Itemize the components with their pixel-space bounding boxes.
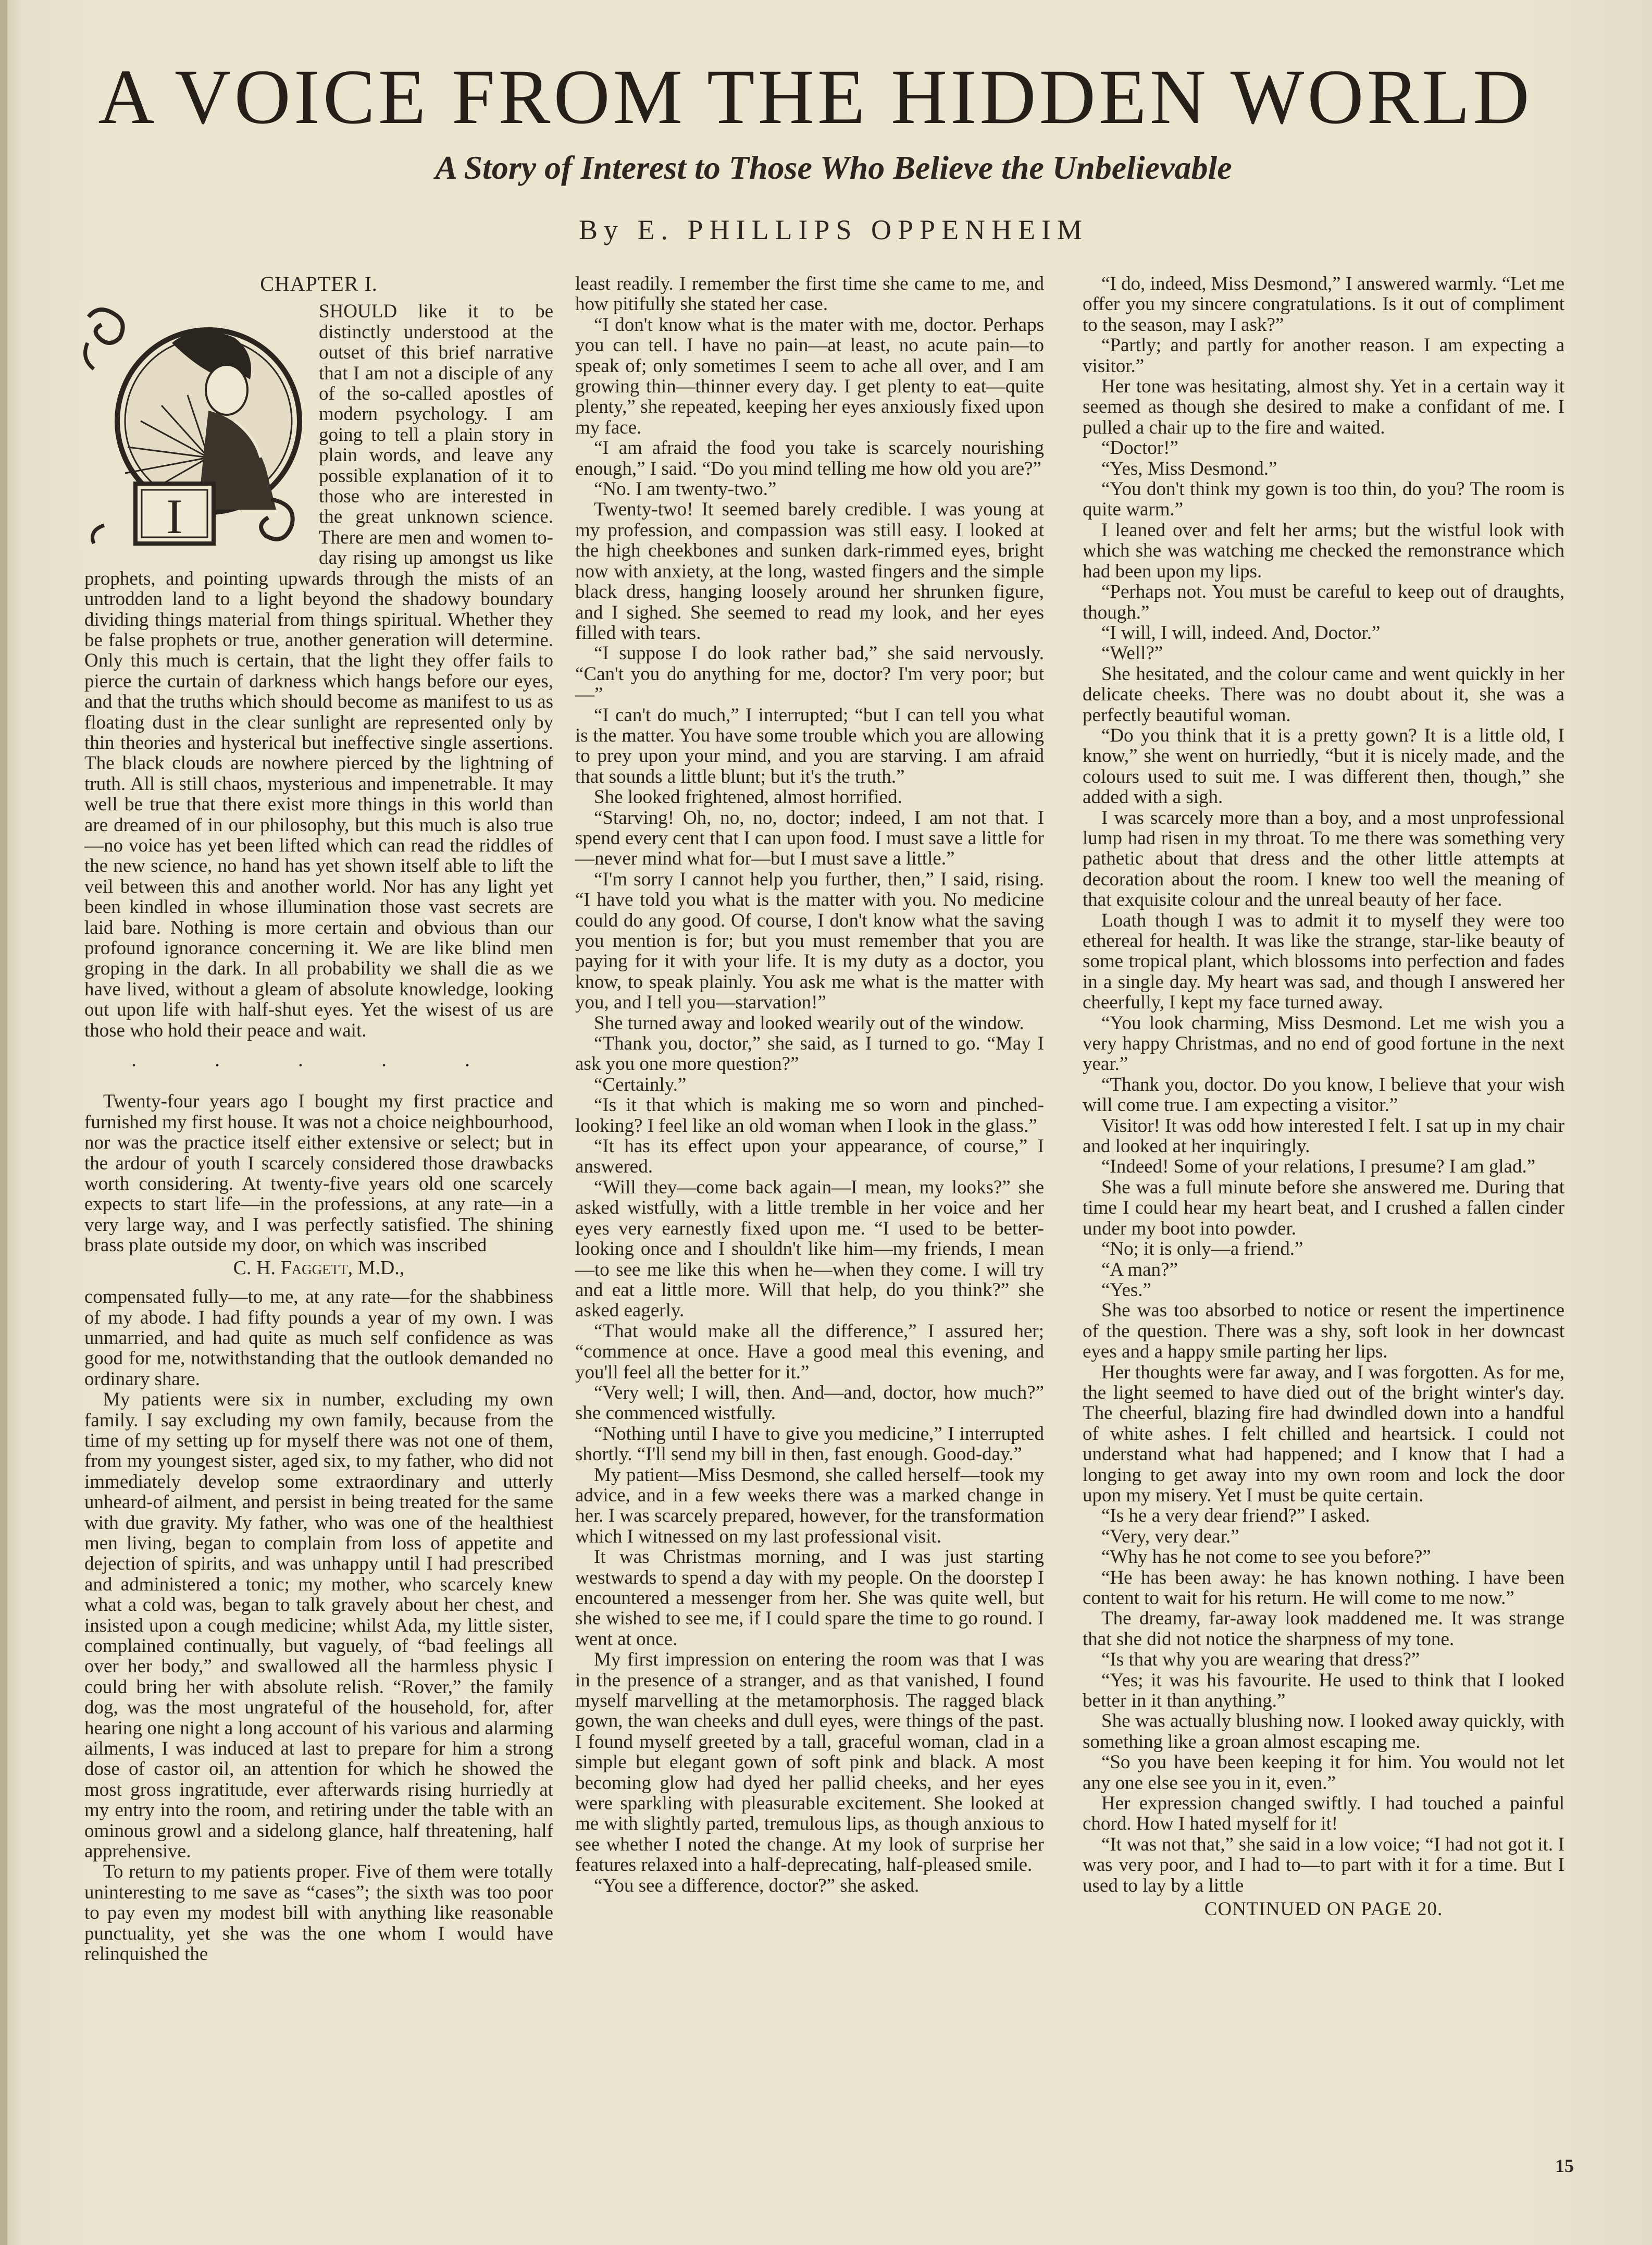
paragraph: “I'm sorry I cannot help you further, then,” I said, rising. “I have told you what is the matter with you. No medicine could do any good. Of course, I don't know what the saving you mention is for; but you must remember that you are paying for it with your life. It is my duty as a doctor, you know, to speak plainly. You ask me what is the matter with you, and I tell you—starvation!”	[575, 868, 1044, 1014]
paragraph: “No. I am twenty-two.”	[594, 478, 777, 500]
paragraph: “Yes, Miss Desmond.”	[1101, 458, 1277, 479]
paragraph: The dreamy, far-away look maddened me. It was strange that she did not notice the sharpness of my tone.	[1083, 1608, 1564, 1650]
column-3	[1083, 274, 1564, 1920]
paragraph: “Perhaps not. You must be careful to keep out of draughts, though.”	[1083, 581, 1564, 623]
byline: By E. PHILLIPS OPPENHEIM	[578, 214, 1089, 245]
story-title: A VOICE FROM THE HIDDEN WORLD	[98, 54, 1533, 140]
paragraph: “I can't do much,” I interrupted; “but I can tell you what is the matter. You have some trouble which you are allowing to prey upon your mind, and you are starving. I am afraid that sounds a little blunt; but it's the truth.”	[575, 704, 1044, 787]
section-separator: . . . . .	[131, 1047, 506, 1071]
paragraph: Her expression changed swiftly. I had touched a painful chord. How I hated myself for it!	[1083, 1793, 1564, 1835]
drop-cap-illustration-icon	[78, 301, 307, 550]
paragraph: My first impression on entering the room was that I was in the presence of a stranger, and as that vanished, I found myself marvelling at the metamorphosis. The ragged black gown, the wan cheeks and dull eyes, were things of the past. I found myself greeted by a tall, graceful woman, clad in a simple but elegant gown of soft pink and black. A most becoming glow had dyed her pallid cheeks, and her eyes were sparkling with pleasurable excitement. She looked at me with slightly parted, tremulous lips, as though anxious to see whether I noted the change. At my look of surprise her features relaxed into a half-deprecating, half-pleased smile.	[575, 1649, 1044, 1876]
paragraph: “Thank you, doctor,” she said, as I turned to go. “May I ask you one more question?”	[575, 1033, 1044, 1075]
paragraph: Her tone was hesitating, almost shy. Yet in a certain way it seemed as though she desired to make a confidant of me. I pulled a chair up to the fire and waited.	[1083, 376, 1564, 438]
paragraph: SHOULD like it to be distinctly understood at the outset of this brief narrative that I am not a disciple of any of the so-called apostles of modern psychology. I am going to tell a plain story in plain words, and leave any possible explanation of it to those who are interested in the great unknown science. There are men and women to-day rising up amongst us like prophets, and pointing upwards through the mists of an untrodden land to a light beyond the shadowy boundary dividing things material from things spiritual. Whether they be false prophets or true, another generation will determine. Only this much is certain, that the light they offer fails to pierce the curtain of darkness which hangs before our eyes, and that the truths which should become as manifest to us as floating dust in the clear sunlight are represented only by thin theories and hysterical but ineffective single assertions. The black clouds are nowhere pierced by the lightning of truth. All is still chaos, mysterious and impenetrable. It may well be true that there exist more things in this world than are dreamed of in our philosophy, but this much is also true—no voice has yet been lifted which can read the riddles of the new science, no hand has yet shown itself able to lift the veil between this and another world. Nor has any light yet been kindled in whose illumination those vast secrets are laid bare. Nothing is more certain and obvious than our profound ignorance concerning it. We are like blind men groping in the dark. In all probability we shall die as we have lived, without a gleam of absolute knowledge, looking out upon life with half-shut eyes. Yet the wisest of us are those who hold their peace and wait.	[84, 301, 553, 1041]
paragraph: She was actually blushing now. I looked away quickly, with something like a groan almost escaping me.	[1083, 1710, 1564, 1753]
paragraph: Twenty-four years ago I bought my first practice and furnished my first house. It was not a choice neighbourhood, nor was the practice itself either extensive or select; but in the ardour of youth I scarcely considered those drawbacks worth considering. At twenty-five years old one scarcely expects to start life—in the professions, at any rate—in a very large way, and I was perfectly satisfied. The shining brass plate outside my door, on which was inscribed	[84, 1091, 553, 1256]
paragraph: “Well?”	[1101, 643, 1163, 664]
paragraph: least readily. I remember the first time she came to me, and how pitifully she stated her case.	[575, 273, 1044, 315]
paragraph: “Is it that which is making me so worn and pinched-looking? I feel like an old woman when I look in the glass.”	[575, 1094, 1044, 1137]
paragraph: “You don't think my gown is too thin, do you? The room is quite warm.”	[1083, 478, 1564, 521]
paragraph: “Will they—come back again—I mean, my looks?” she asked wistfully, with a little tremble in her voice and her eyes very earnestly fixed upon me. “I used to be better-looking once and I shouldn't like him—my friends, I mean—to see me like this when he—when they come. I will try and eat a little more. Will that help, do you think?” she asked eagerly.	[575, 1176, 1044, 1322]
paragraph: She was a full minute before she answered me. During that time I could hear my heart beat, and I crushed a fallen cinder under my boot into powder.	[1083, 1176, 1564, 1239]
paragraph: “Indeed! Some of your relations, I presume? I am glad.”	[1101, 1156, 1536, 1178]
page-number: 15	[1555, 2155, 1574, 2176]
paragraph: She hesitated, and the colour came and went quickly in her delicate cheeks. There was no doubt about it, she was a perfectly beautiful woman.	[1083, 663, 1564, 726]
paragraph: It was Christmas morning, and I was just starting westwards to spend a day with my people. On the doorstep I encountered a messenger from her. She was quite well, but she wished to see me, if I could spare the time to go round. I went at once.	[575, 1546, 1044, 1650]
paragraph: “Very well; I will, then. And—and, doctor, how much?” she commenced wistfully.	[575, 1381, 1044, 1424]
paragraph: Visitor! It was odd how interested I felt. I sat up in my chair and looked at her inquiringly.	[1083, 1115, 1564, 1157]
paragraph: “No; it is only—a friend.”	[1101, 1238, 1303, 1260]
paragraph: My patient—Miss Desmond, she called herself—took my advice, and in a few weeks there was a marked change in her. I was scarcely prepared, however, for the transformation which I witnessed on my last professional visit.	[575, 1464, 1044, 1547]
paragraph: “He has been away: he has known nothing. I have been content to wait for his return. He will come to me now.”	[1083, 1566, 1564, 1609]
column-2	[575, 274, 1044, 1896]
paragraph: “Yes; it was his favourite. He used to think that I looked better in it than anything.”	[1083, 1669, 1564, 1712]
paragraph: “I suppose I do look rather bad,” she said nervously. “Can't you do anything for me, doctor? I'm very poor; but—”	[575, 643, 1044, 706]
paragraph: To return to my patients proper. Five of them were totally uninteresting to me save as “cases”; the sixth was too poor to pay even my modest bill with anything like reasonable punctuality, yet she was the one whom I would have relinquished the	[84, 1861, 553, 1965]
paragraph: “Nothing until I have to give you medicine,” I interrupted shortly. “I'll send my bill in then, fast enough. Good-day.”	[575, 1423, 1044, 1465]
paragraph: “Starving! Oh, no, no, doctor; indeed, I am not that. I spend every cent that I can upon food. I must save a little for—never mind what for—but I must save a little.”	[575, 807, 1044, 870]
paragraph: “You look charming, Miss Desmond. Let me wish you a very happy Christmas, and no end of good fortune in the next year.”	[1083, 1012, 1564, 1075]
paragraph: I was scarcely more than a boy, and a most unprofessional lump had risen in my throat. To me there was something very pathetic about that dress and the other little attempts at decoration about the room. I knew too well the meaning of that exquisite colour and the unreal beauty of her face.	[1083, 807, 1564, 911]
illustrated-drop-cap	[78, 301, 307, 550]
paragraph: Her thoughts were far away, and I was forgotten. As for me, the light seemed to have died out of the bright winter's day. The cheerful, blazing fire had dwindled down into a handful of white ashes. I felt chilled and heartsick. I could not understand what had happened; and I know that I had a longing to get away into my own room and lock the door upon my misery. Yet I must be quite certain.	[1083, 1361, 1564, 1506]
paragraph: Loath though I was to admit it to myself they were too ethereal for health. It was like the strange, star-like beauty of some tropical plant, which blossoms into perfection and fades in a single day. My heart was sad, and though I answered her cheerfully, I kept my face turned away.	[1083, 909, 1564, 1014]
paragraph: “Thank you, doctor. Do you know, I believe that your wish will come true. I am expecting a visitor.”	[1083, 1074, 1564, 1116]
paragraph: “Is he a very dear friend?” I asked.	[1101, 1505, 1370, 1527]
paragraph: “You see a difference, doctor?” she asked.	[594, 1874, 920, 1896]
paragraph: She was too absorbed to notice or resent the impertinence of the question. There was a shy, soft look in her downcast eyes and a happy smile parting her lips.	[1083, 1300, 1564, 1363]
paragraph: “I will, I will, indeed. And, Doctor.”	[1101, 622, 1381, 644]
paragraph: “Is that why you are wearing that dress?”	[1101, 1649, 1420, 1671]
column-1	[84, 274, 553, 1965]
paragraph: “Doctor!”	[1101, 437, 1178, 459]
paragraph: “Very, very dear.”	[1101, 1525, 1239, 1547]
paragraph: compensated fully—to me, at any rate—for the shabbiness of my abode. I had fifty pounds a year of my own. I was unmarried, and had quite as much self confidence as was good for me, notwithstanding that the outlook demanded no ordinary share.	[84, 1286, 553, 1390]
brass-plate-inscription: C. H. Faggett, M.D.,	[233, 1256, 405, 1279]
paragraph: “So you have been keeping it for him. You would not let any one else see you in it, even.”	[1083, 1751, 1564, 1794]
paragraph: “It has its effect upon your appearance, of course,” I answered.	[575, 1136, 1044, 1178]
paragraph: My patients were six in number, excluding my own family. I say excluding my own family, because from the time of my setting up for myself there was not one of them, from my youngest sister, aged six, to my father, who did not immediately develop some extraordinary and utterly unheard-of ailment, and persist in being treated for the same with due gravity. My father, who was one of the healthiest men living, began to complain from loss of appetite and dejection of spirits, and was unhappy until I had prescribed and administered a tonic; my mother, who scarcely knew what a cold was, began to talk gravely about her chest, and insisted upon a cough medicine; whilst Ada, my little sister, complained continually, but vaguely, of “bad feelings all over her body,” and swallowed all the harmless physic I could bring her with absolute relish. “Rover,” the family dog, was the most ungrateful of the household, for, after hearing one night a long account of his various and alarming ailments, I was induced at last to prepare for him a strong dose of castor oil, an attention for which he showed the most gross ingratitude, ever afterwards rising hurriedly at my entry into the room, and retiring under the table with an ominous growl and a sidelong glance, half threatening, half apprehensive.	[84, 1389, 553, 1862]
paragraph: Twenty-two! It seemed barely credible. I was young at my profession, and compassion was still easy. I looked at the high cheekbones and sunken dark-rimmed eyes, bright now with anxiety, at the long, wasted fingers and the simple black dress, hanging loosely around her shrunken figure, and I sighed. She seemed to read my look, and her eyes filled with tears.	[575, 499, 1044, 644]
paragraph: “It was not that,” she said in a low voice; “I had not got it. I was very poor, and I had to—to part with it for a time. But I used to lay by a little	[1083, 1833, 1564, 1896]
story-subtitle: A Story of Interest to Those Who Believe the Unbelievable	[435, 149, 1232, 186]
page-gutter	[0, 0, 7, 2245]
svg-text:I: I	[166, 489, 183, 545]
paragraph: “Yes.”	[1101, 1279, 1151, 1301]
paragraph: She looked frightened, almost horrified.	[594, 786, 902, 808]
paragraph: “A man?”	[1101, 1259, 1178, 1280]
paragraph: “Why has he not come to see you before?”	[1101, 1546, 1431, 1568]
paragraph: “I am afraid the food you take is scarcely nourishing enough,” I said. “Do you mind telling me how old you are?”	[575, 437, 1044, 479]
paragraph: She turned away and looked wearily out of the window.	[594, 1012, 1024, 1034]
chapter-heading: CHAPTER I.	[260, 272, 378, 295]
paragraph: “I don't know what is the mater with me, doctor. Perhaps you can tell. I have no pain—at least, no acute pain—to speak of; only sometimes I seem to ache all over, and I am growing thin—thinner every day. I get plenty to eat—quite plenty,” she repeated, keeping her eyes anxiously fixed upon my face.	[575, 314, 1044, 438]
paragraph: “That would make all the difference,” I assured her; “commence at once. Have a good meal this evening, and you'll feel all the better for it.”	[575, 1320, 1044, 1383]
paragraph: “Partly; and partly for another reason. I am expecting a visitor.”	[1083, 335, 1564, 377]
paragraph: I leaned over and felt her arms; but the wistful look with which she was watching me checked the remonstrance which had been upon my lips.	[1083, 519, 1564, 582]
continued-notice: CONTINUED ON PAGE 20.	[1204, 1898, 1443, 1920]
paragraph: “I do, indeed, Miss Desmond,” I answered warmly. “Let me offer you my sincere congratulations. Is it out of compliment to the season, may I ask?”	[1083, 273, 1564, 336]
paragraph: “Certainly.”	[594, 1074, 687, 1095]
paragraph: “Do you think that it is a pretty gown? It is a little old, I know,” she went on hurriedly, “but it is nicely made, and the colours used to suit me. I was different then, though,” she added with a sigh.	[1083, 724, 1564, 808]
